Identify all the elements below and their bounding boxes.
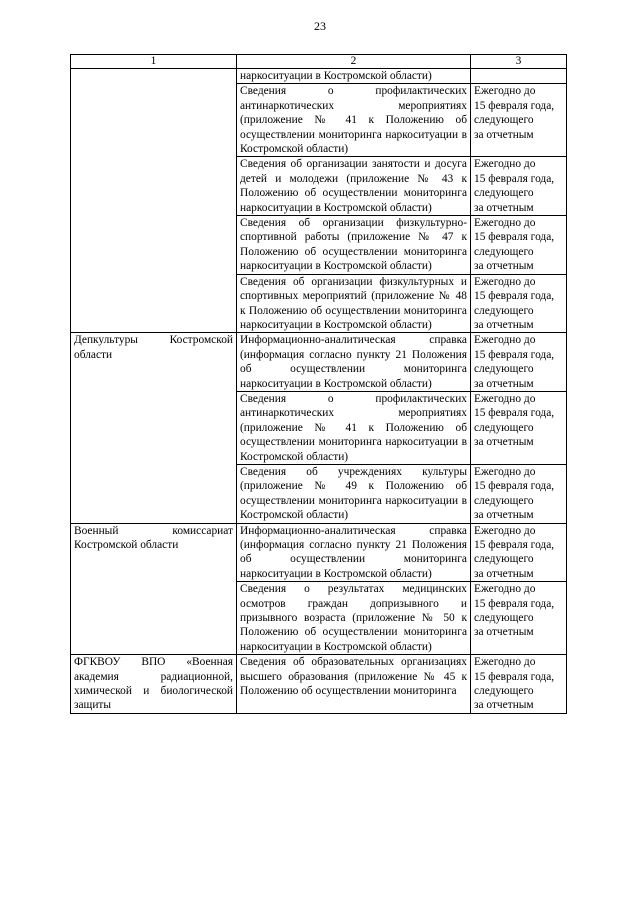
deadline-cell: Ежегодно до 15 февраля года, следующего за отчетным — [471, 84, 567, 157]
column-header: 1 — [71, 55, 237, 69]
deadline-cell: Ежегодно до 15 февраля года, следующего за отчетным — [471, 391, 567, 464]
deadline-cell: Ежегодно до 15 февраля года, следующего за отчетным — [471, 523, 567, 582]
info-cell: Сведения о профилактических антинаркотических мероприятиях (приложение № 41 к Положению об осуществлении мониторинга наркоситуации в Костромской области) — [237, 391, 471, 464]
column-header: 2 — [237, 55, 471, 69]
info-cell: Сведения об учреждениях культуры (приложение № 49 к Положению об осуществлении мониторинга наркоситуации в Костромской области) — [237, 464, 471, 523]
deadline-cell — [471, 69, 567, 84]
deadline-cell: Ежегодно до 15 февраля года, следующего за отчетным — [471, 464, 567, 523]
organization-cell: Депкультуры Костромской области — [71, 333, 237, 523]
table-row — [71, 523, 567, 582]
info-cell: Сведения о профилактических антинаркотических мероприятиях (приложение № 41 к Положению об осуществлении мониторинга наркоситуации в Костромской области) — [237, 84, 471, 157]
info-cell: Сведения об организации физкультурных и спортивных мероприятий (приложение № 48 к Положению об осуществлении мониторинга наркоситуации в Костромской области) — [237, 274, 471, 333]
column-header: 3 — [471, 55, 567, 69]
deadline-cell: Ежегодно до 15 февраля года, следующего за отчетным — [471, 333, 567, 392]
table-row — [71, 655, 567, 714]
table-row — [71, 333, 567, 392]
deadline-cell: Ежегодно до 15 февраля года, следующего за отчетным — [471, 274, 567, 333]
monitoring-table — [70, 54, 567, 714]
info-cell: Информационно-аналитическая справка (информация согласно пункту 21 Положения об осуществлении мониторинга наркоситуации в Костромской области) — [237, 333, 471, 392]
table-row — [71, 69, 567, 84]
organization-cell — [71, 69, 237, 333]
deadline-cell: Ежегодно до 15 февраля года, следующего за отчетным — [471, 216, 567, 275]
info-cell: Сведения о результатах медицинских осмотров граждан допризывного и призывного возраста (приложение № 50 к Положению об осуществлении мониторинга наркоситуации в Костромской области) — [237, 582, 471, 655]
info-cell: Сведения об организации физкультурно-спортивной работы (приложение № 47 к Положению об осуществлении мониторинга наркоситуации в Костромской области) — [237, 216, 471, 275]
info-cell: Сведения об организации занятости и досуга детей и молодежи (приложение № 43 к Положению об осуществлении мониторинга наркоситуации в Костромской области) — [237, 157, 471, 216]
deadline-cell: Ежегодно до 15 февраля года, следующего за отчетным — [471, 655, 567, 714]
info-cell: Сведения об образовательных организациях высшего образования (приложение № 45 к Положению об осуществлении мониторинга — [237, 655, 471, 714]
deadline-cell: Ежегодно до 15 февраля года, следующего за отчетным — [471, 582, 567, 655]
table-header-row — [71, 55, 567, 69]
info-cell: наркоситуации в Костромской области) — [237, 69, 471, 84]
organization-cell: Военный комиссариат Костромской области — [71, 523, 237, 655]
organization-cell: ФГКВОУ ВПО «Военная академия радиационной, химической и биологической защиты — [71, 655, 237, 714]
info-cell: Информационно-аналитическая справка (информация согласно пункту 21 Положения об осуществлении мониторинга наркоситуации в Костромской области) — [237, 523, 471, 582]
page-number: 23 — [314, 19, 326, 33]
deadline-cell: Ежегодно до 15 февраля года, следующего за отчетным — [471, 157, 567, 216]
